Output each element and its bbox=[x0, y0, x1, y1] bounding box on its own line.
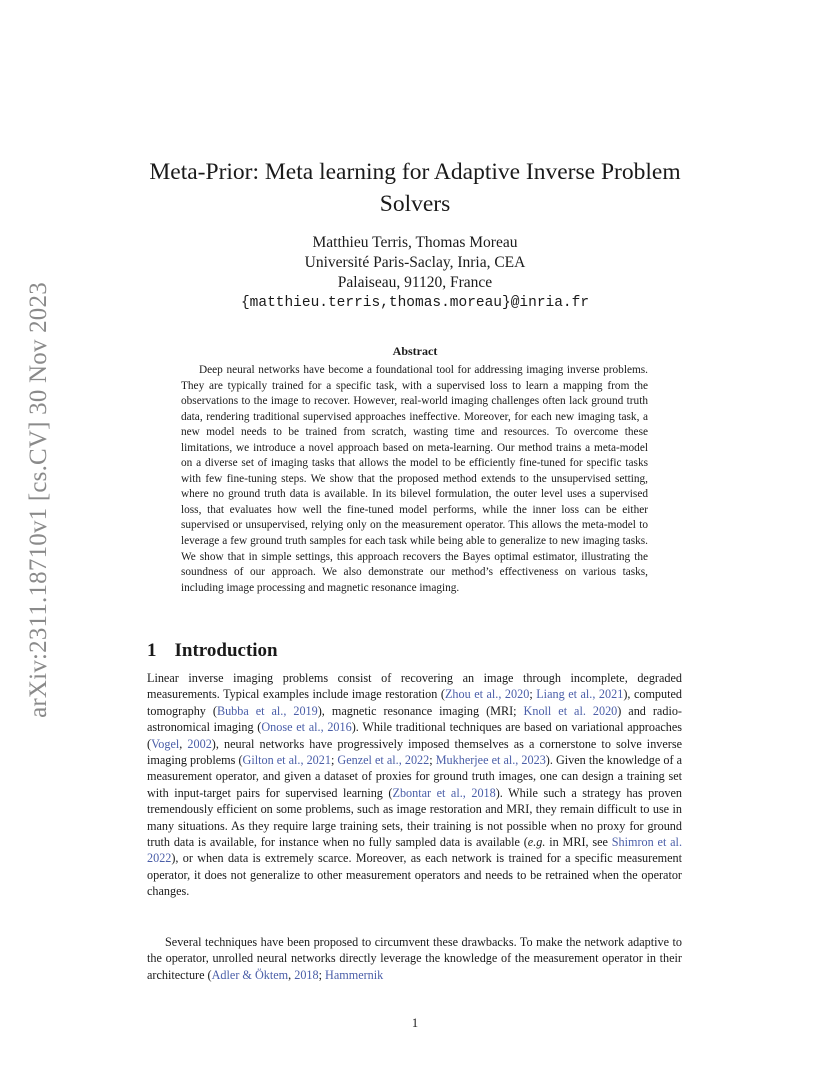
paragraph-text-run: ), magnetic resonance imaging (MRI; bbox=[317, 703, 524, 718]
paragraph-text-run: ). While such a strategy has proven tremendously efficient on some problems, such as image restoration and MRI, they remain difficult to use in many situations. As they require large training sets, their training is not possible when no proxy for ground truth data is available, for instance when no fully sampled data is available ( bbox=[147, 785, 682, 850]
paragraph-text-run: ). Given the knowledge of a measurement operator, and given a dataset of proxies for ground truth images, one can design a training set with input-target pairs for supervised learning ( bbox=[147, 753, 682, 800]
paragraph-text-run: ), computed tomography ( bbox=[147, 687, 683, 718]
paragraph-text-run: , bbox=[288, 967, 295, 982]
citation-link[interactable]: Zhou et al., 2020 bbox=[444, 687, 530, 702]
author-names: Matthieu Terris, Thomas Moreau bbox=[312, 234, 518, 251]
paragraph-text-run: ; bbox=[318, 967, 326, 982]
section-heading bbox=[147, 640, 278, 662]
paragraph-text-run: ) and radio-astronomical imaging ( bbox=[147, 703, 682, 735]
citation-link[interactable]: Genzel et al., 2022 bbox=[337, 753, 430, 768]
citation-link[interactable]: Hammernik bbox=[325, 967, 384, 982]
paper-title: Meta-Prior: Meta learning for Adaptive Inverse Problem Solvers bbox=[149, 159, 681, 217]
paragraph-text-run: ; bbox=[529, 687, 537, 702]
citation-link[interactable]: Shimron et al. 2022 bbox=[147, 835, 682, 866]
paragraph-text-run: ). While traditional techniques are based on variational approaches ( bbox=[147, 720, 683, 751]
abstract-heading: Abstract bbox=[392, 344, 438, 358]
intro-paragraph-2 bbox=[147, 934, 682, 983]
author-location: Palaiseau, 91120, France bbox=[337, 274, 493, 291]
citation-link[interactable]: Gilton et al., 2021 bbox=[242, 753, 331, 768]
paragraph-text-run: in MRI, see bbox=[545, 835, 612, 850]
citation-link[interactable]: Bubba et al., 2019 bbox=[216, 703, 318, 718]
citation-link[interactable]: Mukherjee et al., 2023 bbox=[435, 753, 546, 768]
page-number: 1 bbox=[411, 1016, 419, 1030]
author-email: {matthieu.terris,thomas.moreau}@inria.fr bbox=[240, 295, 590, 311]
italic-text: e.g. bbox=[527, 835, 546, 850]
citation-link[interactable]: Onose et al., 2016 bbox=[261, 720, 352, 735]
section-title-text: Introduction bbox=[174, 640, 278, 661]
citation-link[interactable]: 2002 bbox=[187, 736, 212, 751]
author-block bbox=[120, 233, 710, 313]
arxiv-identifier-text: arXiv:2311.18710v1 [cs.CV] 30 Nov 2023 bbox=[25, 282, 52, 718]
paragraph-text-run: ; bbox=[429, 753, 436, 768]
paragraph-text-run: , bbox=[179, 736, 188, 751]
paragraph-text-run: ), or when data is extremely scarce. Moreover, as each network is trained for a specific measurement operator, it does not generalize to other measurement operators and needs to be retrained when the operator changes. bbox=[147, 851, 682, 899]
abstract-text: Deep neural networks have become a foundational tool for addressing imaging inverse problems. They are typically trained for a specific task, with a supervised loss to learn a mapping from the observations to the image to recover. However, real-world imaging challenges often lack ground truth data, rendering traditional supervised approaches ineffective. Moreover, for each new imaging task, a new model needs to be trained from scratch, wasting time and resources. To overcome these limitations, we introduce a novel approach based on meta-learning. Our method trains a meta-model on a diverse set of imaging tasks that allows the model to be efficiently fine-tuned for specific tasks with few fine-tuning steps. We show that the proposed method extends to the unsupervised setting, where no ground truth data is available. In its bilevel formulation, the outer level uses a supervised loss, that evaluates how well the fine-tuned model performs, while the inner loss can be either supervised or unsupervised, relying only on the measurement operator. This allows the meta-model to leverage a few ground truth samples for each task while being able to generalize to new imaging tasks. We show that in simple settings, this approach recovers the Bayes optimal estimator, illustrating the soundness of our approach. We also demonstrate our method’s effectiveness on various tasks, including image processing and magnetic resonance imaging. bbox=[181, 364, 648, 594]
paragraph-text-run: Linear inverse imaging problems consist of recovering an image through incomplete, degraded measurements. Typical examples include image restoration ( bbox=[147, 671, 682, 702]
intro-paragraph-1 bbox=[147, 670, 682, 900]
paragraph-text-run: ; bbox=[330, 753, 338, 768]
citation-link[interactable]: Vogel bbox=[151, 736, 180, 751]
section-number: 1 bbox=[147, 640, 157, 661]
author-affiliation: Université Paris-Saclay, Inria, CEA bbox=[304, 254, 526, 271]
citation-link[interactable]: Knoll et al. 2020 bbox=[523, 703, 618, 718]
paragraph-text-run: Several techniques have been proposed to circumvent these drawbacks. To make the network adaptive to the operator, unrolled neural networks directly leverage the knowledge of the measurement operator in their architecture ( bbox=[147, 935, 682, 982]
citation-link[interactable]: Zbontar et al., 2018 bbox=[392, 785, 496, 800]
citation-link[interactable]: Adler & Öktem bbox=[211, 967, 289, 982]
citation-link[interactable]: Liang et al., 2021 bbox=[536, 687, 624, 702]
arxiv-identifier-stamp bbox=[22, 240, 56, 760]
citation-link[interactable]: 2018 bbox=[294, 967, 319, 982]
paragraph-text-run: ), neural networks have progressively imposed themselves as a cornerstone to solve inverse imaging problems ( bbox=[147, 736, 683, 768]
